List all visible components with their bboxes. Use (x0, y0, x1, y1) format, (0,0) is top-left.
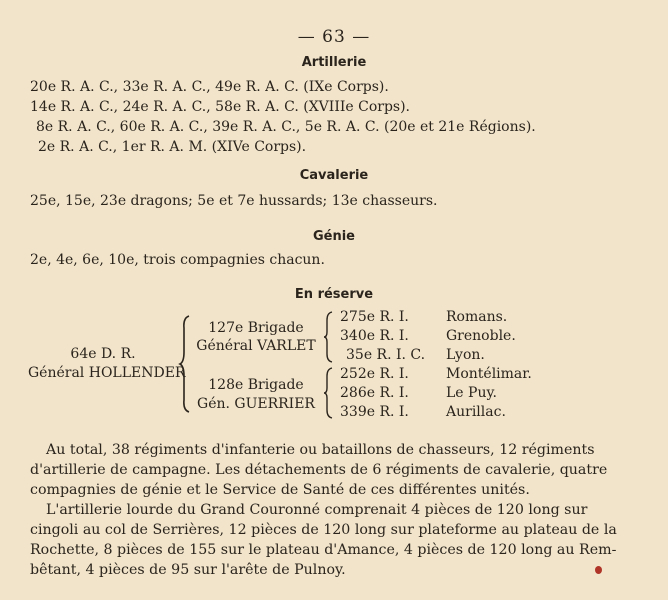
heading-cavalerie: Cavalerie (299, 168, 369, 183)
regiment-row-3: 35e R. I. C. (346, 347, 426, 363)
heading-en-reserve: En réserve (294, 287, 374, 302)
paragraph-2-line-3: Rochette, 8 pièces de 155 sur le plateau d'Amance, 4 pièces de 120 long au Rem- (30, 542, 617, 558)
place-row-3: Lyon. (446, 347, 485, 363)
paragraph-2-line-1: L'artillerie lourde du Grand Couronné comprenait 4 pièces de 120 long sur (46, 502, 588, 518)
division-general: Général HOLLENDER (28, 365, 186, 381)
heading-artillerie: Artillerie (301, 55, 367, 70)
paragraph-1-line-1: Au total, 38 régiments d'infanterie ou bataillons de chasseurs, 12 régiments (46, 442, 595, 458)
artillerie-line-2: 14e R. A. C., 24e R. A. C., 58e R. A. C. (XVIIIe Corps). (30, 99, 411, 115)
heading-genie: Génie (312, 229, 355, 244)
place-row-5: Le Puy. (446, 385, 497, 401)
brigade-127-name: 127e Brigade (208, 320, 304, 336)
place-row-2: Grenoble. (446, 328, 516, 344)
paragraph-1-line-2: d'artillerie de campagne. Les détachements de 6 régiments de cavalerie, quatre (30, 462, 608, 478)
division-name: 64e D. R. (70, 346, 136, 362)
regiment-row-5: 286e R. I. (340, 385, 409, 401)
brigade-128-general: Gén. GUERRIER (197, 396, 315, 412)
artillerie-line-3: 8e R. A. C., 60e R. A. C., 39e R. A. C., 5e R. A. C. (20e et 21e Régions). (36, 119, 536, 135)
regiment-row-1: 275e R. I. (340, 309, 409, 325)
paragraph-2-line-4: bêtant, 4 pièces de 95 sur l'arête de Pulnoy. (30, 562, 346, 578)
brigade-127-brace-icon (322, 310, 336, 364)
ink-spot (595, 566, 602, 574)
place-row-1: Romans. (446, 309, 508, 325)
division-brace-icon (178, 314, 194, 414)
artillerie-line-1: 20e R. A. C., 33e R. A. C., 49e R. A. C. (IXe Corps). (30, 79, 389, 95)
genie-line: 2e, 4e, 6e, 10e, trois compagnies chacun. (30, 252, 325, 268)
artillerie-line-4: 2e R. A. C., 1er R. A. M. (XIVe Corps). (38, 139, 307, 155)
regiment-row-2: 340e R. I. (340, 328, 409, 344)
brigade-128-brace-icon (322, 366, 336, 420)
cavalerie-line: 25e, 15e, 23e dragons; 5e et 7e hussards; 13e chasseurs. (30, 193, 438, 209)
place-row-6: Aurillac. (446, 404, 506, 420)
regiment-row-4: 252e R. I. (340, 366, 409, 382)
place-row-4: Montélimar. (446, 366, 532, 382)
regiment-row-6: 339e R. I. (340, 404, 409, 420)
page-number: — 63 — (297, 27, 371, 47)
paragraph-2-line-2: cingoli au col de Serrières, 12 pièces de 120 long sur plateforme au plateau de la (30, 522, 617, 538)
brigade-128-name: 128e Brigade (208, 377, 304, 393)
paragraph-1-line-3: compagnies de génie et le Service de Santé de ces différentes unités. (30, 482, 530, 498)
brigade-127-general: Général VARLET (196, 338, 316, 354)
